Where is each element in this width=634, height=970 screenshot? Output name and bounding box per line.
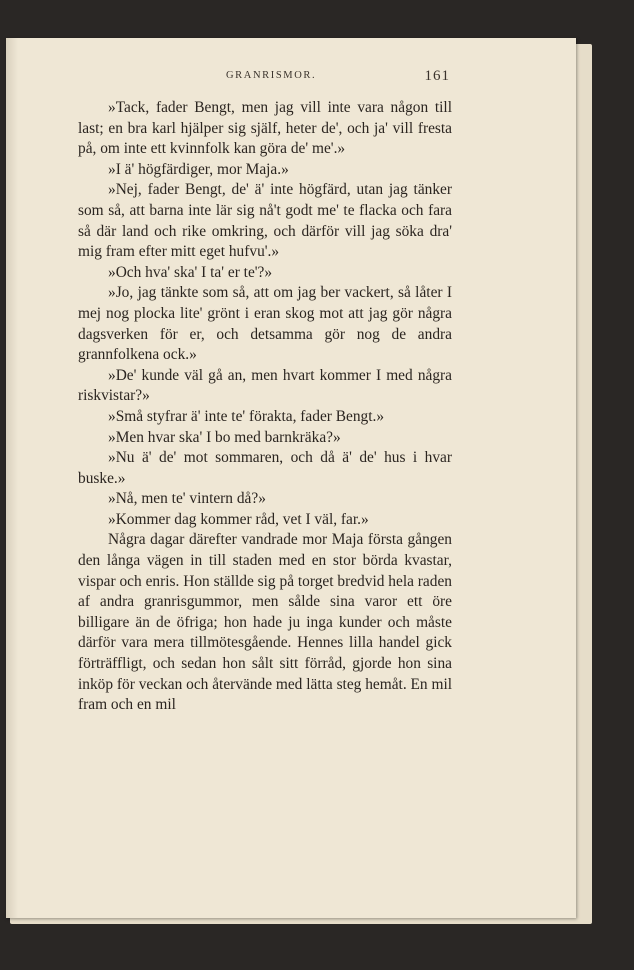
paragraph: »Kommer dag kommer råd, vet I väl, far.» [108,510,369,528]
page-edge-shadow [6,38,18,918]
body-text [78,98,452,716]
paragraph: »De' kunde väl gå an, men hvart kommer I med några riskvistar?» [78,366,452,405]
page-number: 161 [424,68,450,84]
paragraph: »Små styfrar ä' inte te' förakta, fader Bengt.» [108,407,385,425]
paragraph: »Nu ä' de' mot sommaren, och då ä' de' hus i hvar buske.» [78,449,452,487]
paragraph: »Tack, fader Bengt, men jag vill inte vara någon till last; en bra karl hjälper sig själf, heter de', och ja' vill fresta på, om inte ett kvinnfolk kan göra de' me'.» [78,99,452,158]
paragraph: »Men hvar ska' I bo med barnkräka?» [108,428,341,446]
running-head: GRANRISMOR. [226,70,317,81]
paragraph: »Jo, jag tänkte som så, att om jag ber vackert, så låter I mej nog plocka lite' grönt i eran skog mot att jag gör några dagsverken för er, och detsamma gör nog de andra grannfolkena ock.» [78,284,452,364]
paragraph: »Nej, fader Bengt, de' ä' inte högfärd, utan jag tänker som så, att barna inte lär sig nå't godt me' te flacka och fara så där land och rike omkring, och därför vill jag söka dra' mig fram efter mitt eget hufvu'.» [78,181,452,261]
paragraph: Några dagar därefter vandrade mor Maja första gången den långa vägen in till staden med en stor börda kvastar, vispar och enris. Hon ställde sig på torget bredvid hela raden af andra granrisgummor, men sålde sina varor ett öre billigare än de öfriga; hon hade ju inga kunder och måste därför vara mera tillmötesgående. Hennes lilla handel gick förträffligt, och sedan hon sålt sitt förråd, gjorde hon sina inköp för veckan och återvände med lätta steg hemåt. En mil fram och en mil [78,531,452,714]
paragraph: »I ä' högfärdiger, mor Maja.» [108,160,289,178]
page-header [226,68,450,88]
paragraph: »Nå, men te' vintern då?» [108,490,266,508]
paragraph: »Och hva' ska' I ta' er te'?» [108,263,273,281]
